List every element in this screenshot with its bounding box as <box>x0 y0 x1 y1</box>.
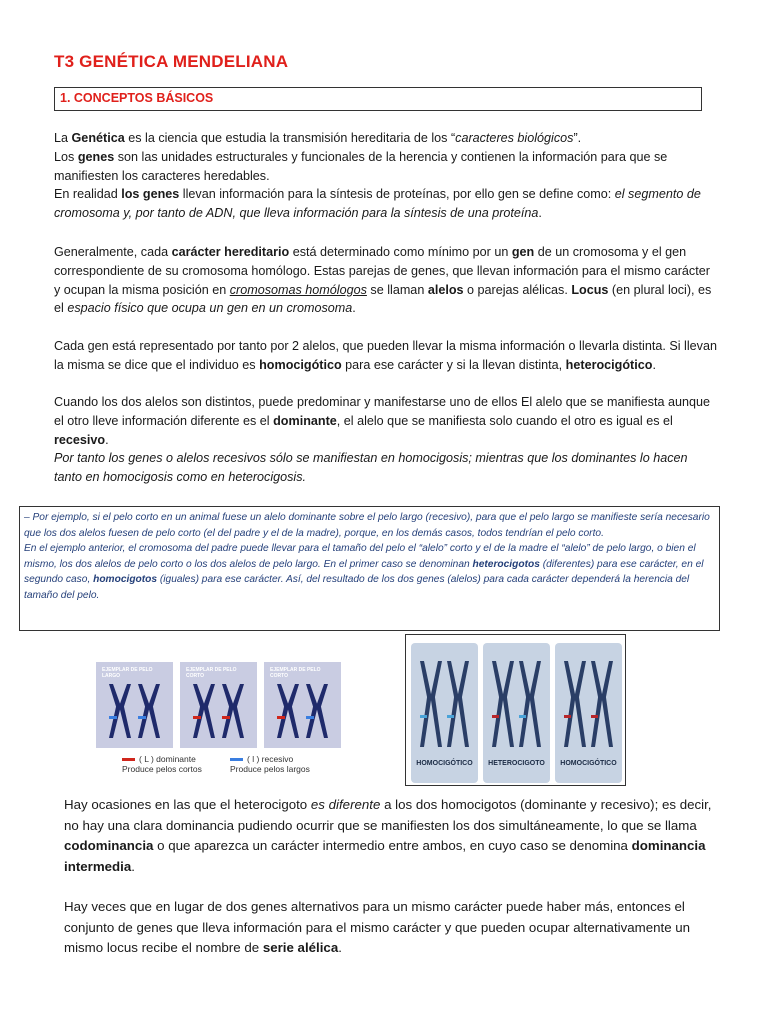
card-label: EJEMPLAR DE PELO CORTO <box>270 667 321 679</box>
paragraph-alelos: Generalmente, cada carácter hereditario está determinado como mínimo por un gen de un cromosoma y el gen correspondiente de su cromosoma homólogo. Estas parejas de genes, que llevan información para el mismo carácter y ocupan la misma posición en cromosomas homólogos se llaman alelos o parejas alélicas. Locus (en plural loci), es el espacio físico que ocupa un gen en un cromosoma. <box>54 245 712 316</box>
card-label: HETEROCIGOTO <box>488 760 545 767</box>
allele-band <box>109 716 117 719</box>
chromosome-shape <box>564 661 586 747</box>
chromosome-shape <box>193 684 215 738</box>
allele-figure <box>96 662 341 782</box>
chromosome-pair-icon <box>555 643 622 753</box>
chromosome-pair-icon <box>411 643 478 753</box>
chromosome-shape <box>306 684 328 738</box>
card-label: EJEMPLAR DE PELO LARGO <box>102 667 153 679</box>
zygosity-card <box>555 643 622 783</box>
chromosome-shape <box>138 684 160 738</box>
allele-band <box>138 716 146 719</box>
swatch-recessive <box>230 758 243 761</box>
allele-band <box>492 715 499 718</box>
allele-band <box>447 715 454 718</box>
section-heading: 1. CONCEPTOS BÁSICOS <box>60 91 214 105</box>
chromosome-shape <box>109 684 131 738</box>
chromosome-card <box>96 662 173 748</box>
chromosome-pair-icon <box>483 643 550 753</box>
chromosome-card <box>264 662 341 748</box>
document-title: T3 GENÉTICA MENDELIANA <box>54 52 289 71</box>
section-heading-box <box>54 87 702 111</box>
chromosome-shape <box>492 661 514 747</box>
paragraph-dominante: Cuando los dos alelos son distintos, puede predominar y manifestarse uno de ellos El alelo que se manifiesta aunque el otro lleve información diferente es el dominante, el alelo que se manifiesta solo cuando el otro es igual es el recesivo. Por tanto los genes o alelos recesivos sólo se manifiestan en homocigosis; mientras que los dominantes lo hacen tanto en homocigosis como en heterocigosis. <box>54 395 710 485</box>
allele-band <box>222 716 230 719</box>
chromosome-card <box>180 662 257 748</box>
allele-band <box>420 715 427 718</box>
zygosity-figure <box>405 634 626 786</box>
legend-recessive: ( l ) recesivo Produce pelos largos <box>230 754 310 774</box>
chromosome-shape <box>591 661 613 747</box>
allele-band <box>193 716 201 719</box>
allele-band <box>519 715 526 718</box>
zygosity-card <box>411 643 478 783</box>
zygosity-card <box>483 643 550 783</box>
chromosome-shape <box>519 661 541 747</box>
example-box: – Por ejemplo, si el pelo corto en un animal fuese un alelo dominante sobre el pelo largo (recesivo), para que el pelo largo se manifieste sería necesario que los dos alelos fuesen de pelo corto (el del padre y el de la madre), porque, en los demás casos, todos tendrían el pelo corto. En el ejemplo anterior, el cromosoma del padre puede llevar para el tamaño del pelo el “alelo” corto y el de la madre el “alelo” de pelo largo, o bien el mismo, los dos alelos de pelo corto o los dos alelos de pelo largo. En el primer caso se denominan heterocigotos (diferentes) para ese carácter, en el segundo caso, homocigotos (iguales) para ese carácter. Así, del resultado de los dos genes (alelos) para cada carácter dependerá la herencia del tamaño del pelo. <box>19 506 720 631</box>
allele-band <box>591 715 598 718</box>
swatch-dominant <box>122 758 135 761</box>
allele-band <box>564 715 571 718</box>
chromosome-shape <box>420 661 442 747</box>
chromosome-shape <box>277 684 299 738</box>
allele-band <box>306 716 314 719</box>
paragraph-homocigotico: Cada gen está representado por tanto por 2 alelos, que pueden llevar la misma información o llevarla distinta. Si llevan la misma se dice que el individuo es homocigótico para ese carácter y si la llevan distinta, heterocigótico. <box>54 339 717 372</box>
chromosome-shape <box>447 661 469 747</box>
legend-dominant: ( L ) dominante Produce pelos cortos <box>122 754 202 774</box>
card-label: EJEMPLAR DE PELO CORTO <box>186 667 237 679</box>
paragraph-genetica: La Genética es la ciencia que estudia la transmisión hereditaria de los “caracteres biológicos”. Los genes son las unidades estructurales y funcionales de la herencia y contienen la información para que se manifiesten los caracteres heredables. En realidad los genes llevan información para la síntesis de proteínas, por ello gen se define como: el segmento de cromosoma y, por tanto de ADN, que lleva información para la síntesis de una proteína. <box>54 131 701 221</box>
paragraph-serie-alelica: Hay veces que en lugar de dos genes alternativos para un mismo carácter puede haber más, entonces el conjunto de genes que lleva información para el mismo carácter y que pueden ocupar alternativamente un mismo locus recibe el nombre de serie alélica. <box>64 899 691 955</box>
allele-band <box>277 716 285 719</box>
paragraph-codominancia: Hay ocasiones en las que el heterocigoto es diferente a los dos homocigotos (dominante y recesivo); es decir, no hay una clara dominancia pudiendo ocurrir que se manifiesten los dos simultáneamente, lo que se llama codominancia o que aparezca un carácter intermedio entre ambos, en cuyo caso se denomina dominancia intermedia. <box>64 797 712 874</box>
chromosome-shape <box>222 684 244 738</box>
card-label: HOMOCIGÓTICO <box>560 760 617 767</box>
card-label: HOMOCIGÓTICO <box>416 760 473 767</box>
